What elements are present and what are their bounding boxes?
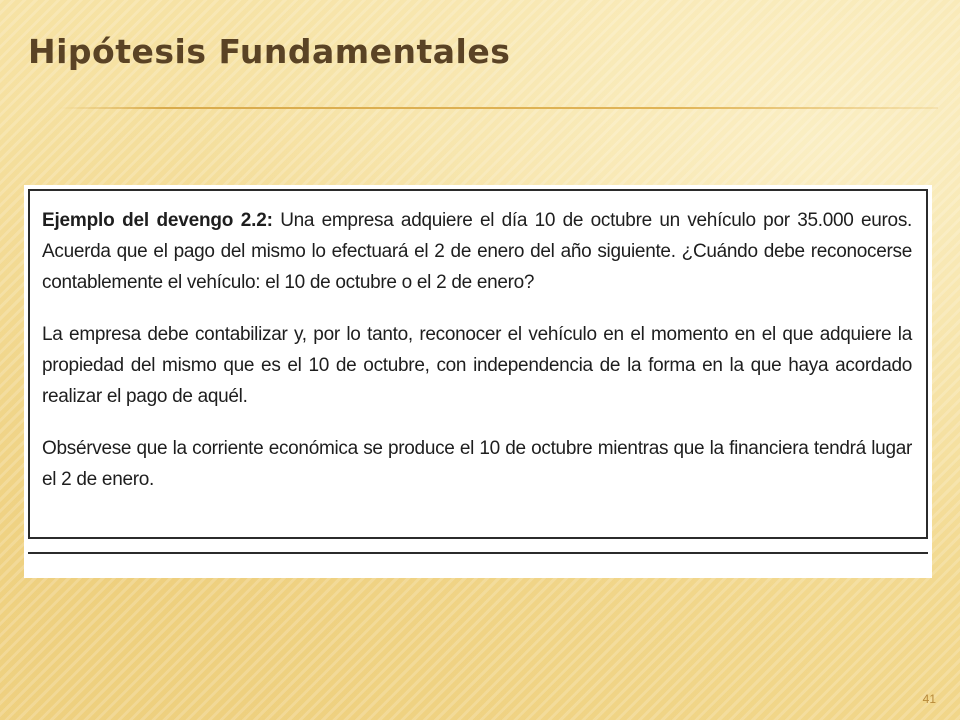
title-underline <box>58 107 938 109</box>
observation-paragraph: Obsérvese que la corriente económica se produce el 10 de octubre mientras que la financiera tendrá lugar el 2 de enero. <box>42 438 912 490</box>
example-box <box>28 189 928 539</box>
page-number: 41 <box>922 692 936 706</box>
example-paragraph <box>42 205 912 298</box>
slide-title: Hipótesis Fundamentales <box>28 32 511 71</box>
example-label: Ejemplo del devengo 2.2: <box>42 210 273 231</box>
example-text: Una empresa adquiere el día 10 de octubre un vehículo por 35.000 euros. Acuerda que el pago del mismo lo efectuará el 2 de enero del año siguiente. ¿Cuándo debe reconocerse contablemente el vehículo: el 10 de octubre o el 2 de enero? <box>42 210 912 293</box>
example-image-frame <box>24 185 932 578</box>
bottom-divider <box>28 552 928 554</box>
explanation-paragraph: La empresa debe contabilizar y, por lo tanto, reconocer el vehículo en el momento en el que adquiere la propiedad del mismo que es el 10 de octubre, con independencia de la forma en la que haya acordado realizar el pago de aquél. <box>42 324 912 407</box>
